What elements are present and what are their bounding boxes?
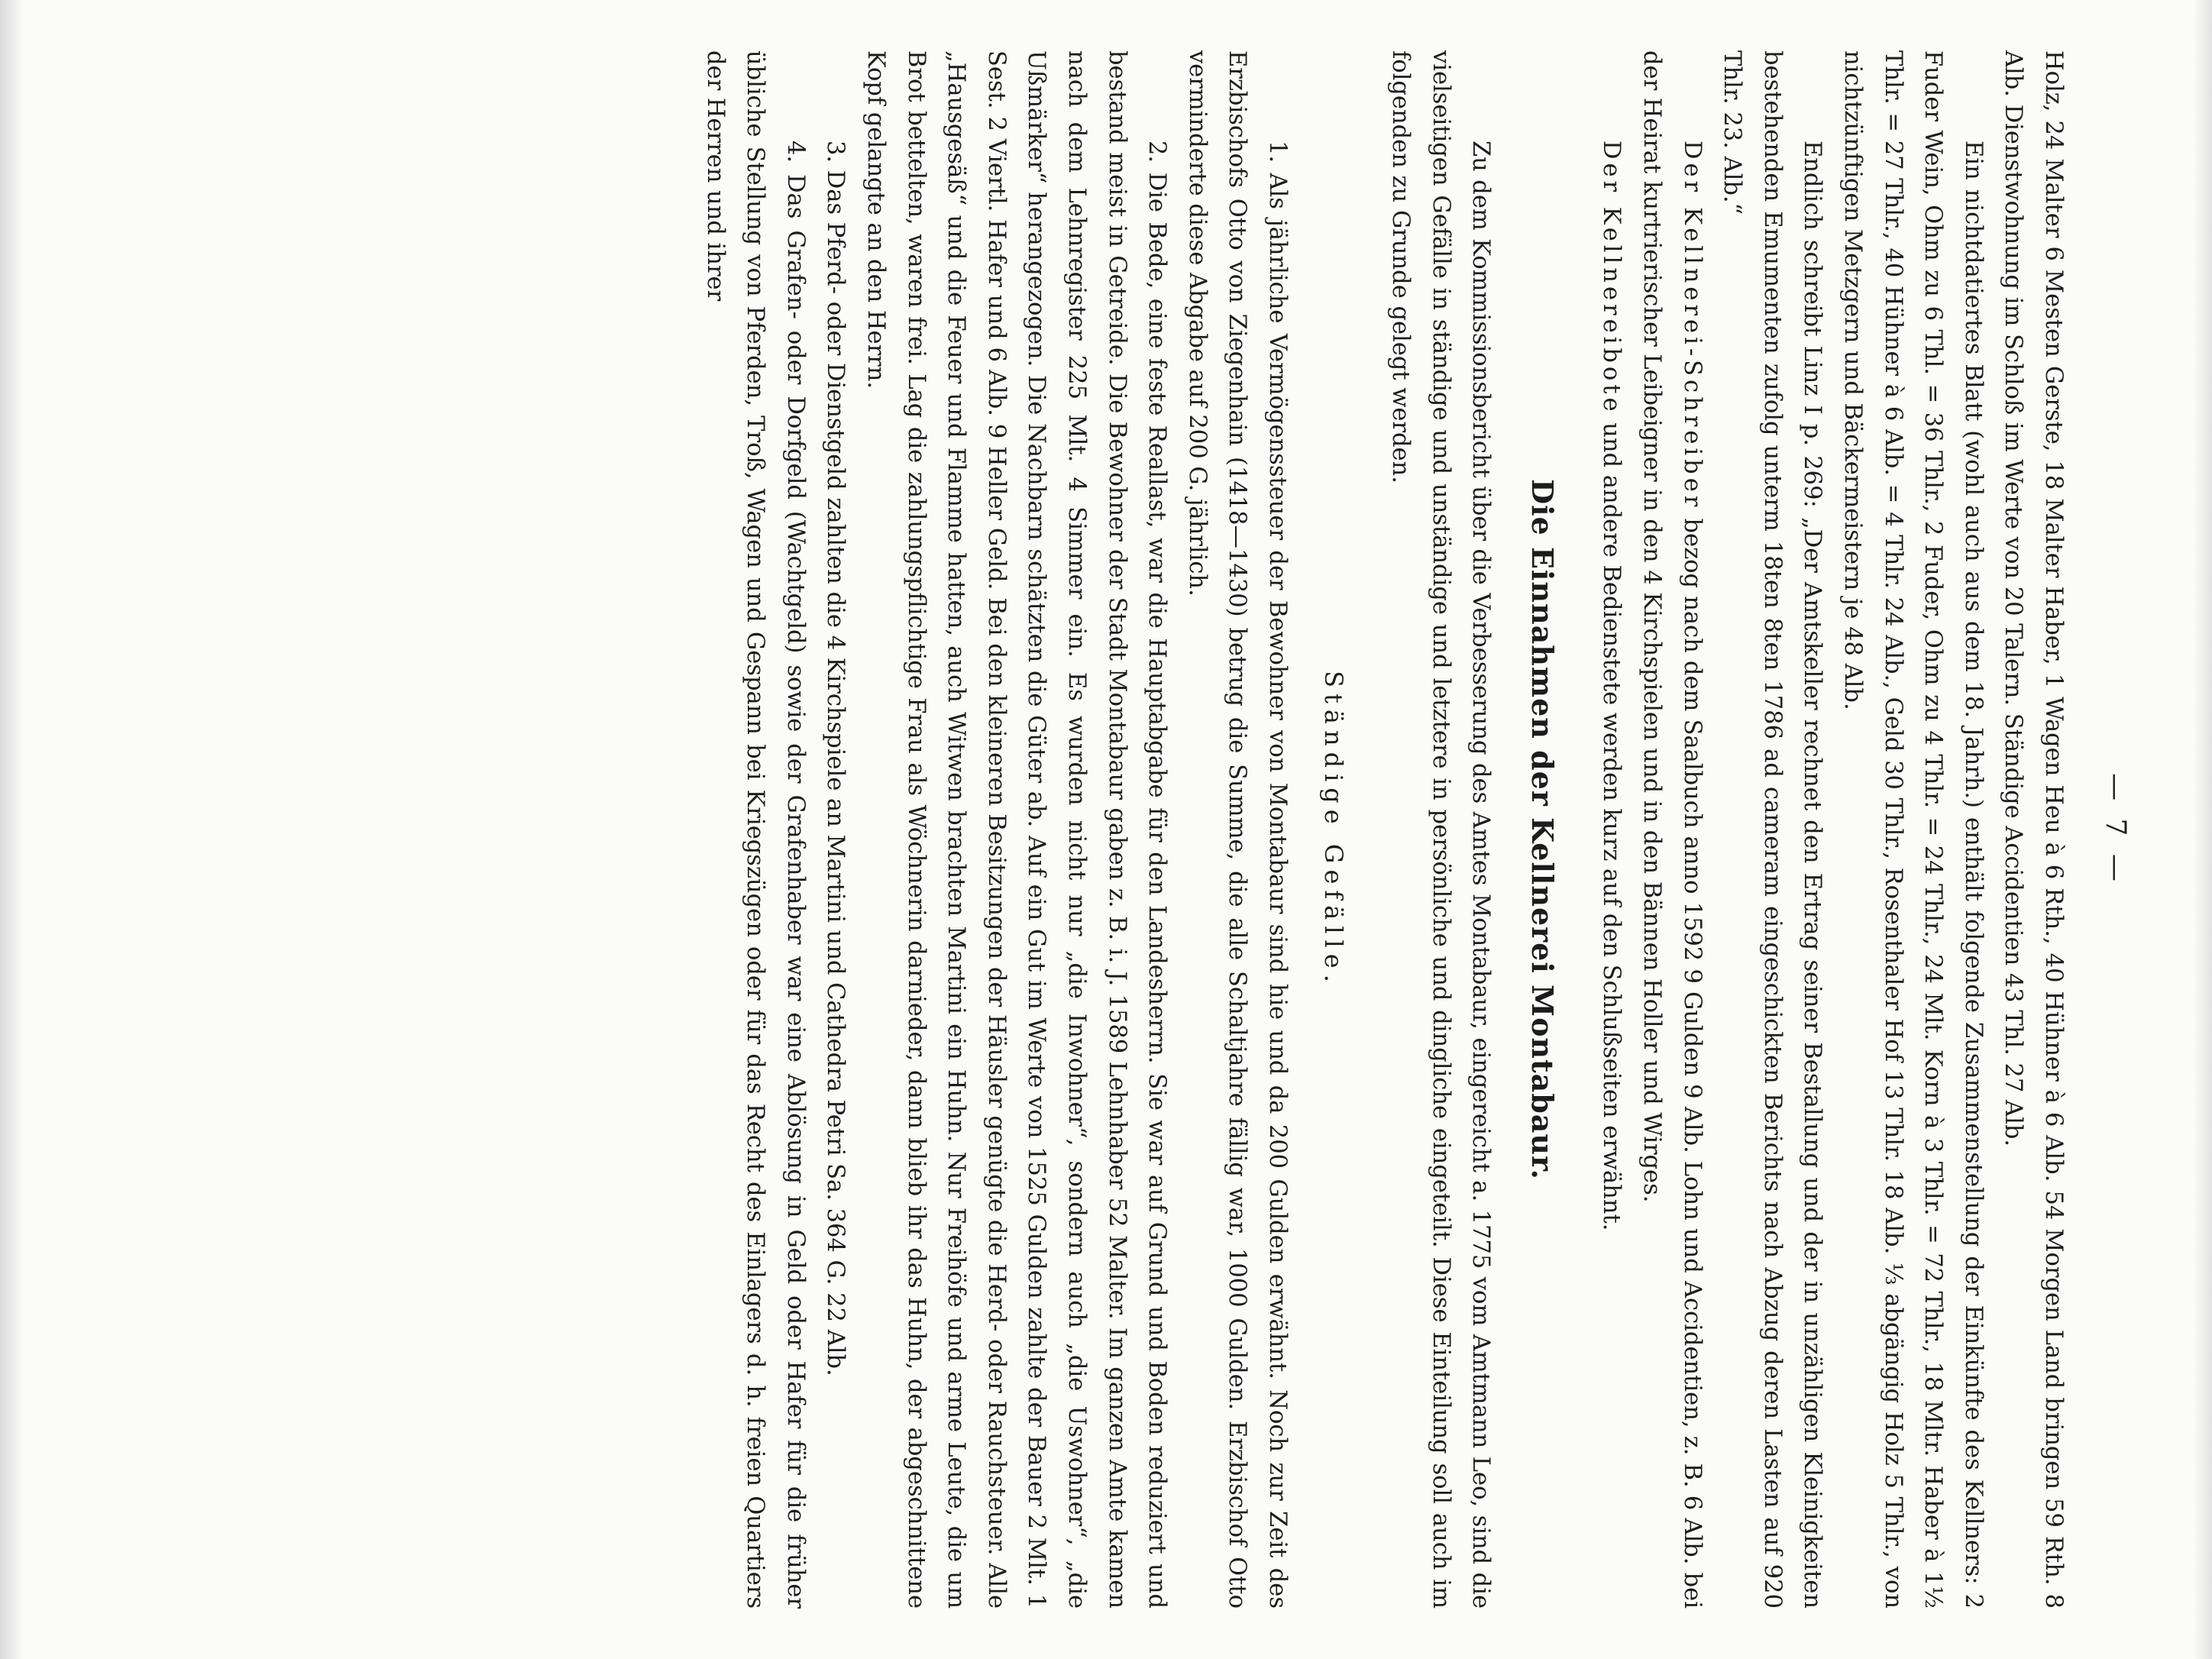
term-kellnerei-schreiber: Der Kellnerei-Schreiber [1678,141,1706,511]
document-body [694,50,2073,1609]
subsection-title: Ständige Gefälle. [1319,671,1349,988]
scan-shadow-right [2194,0,2212,1659]
paragraph-undated-sheet: Ein nichtdatiertes Blatt (wohl auch aus dem 18. Jahrh.) enthält folgende Zusammenstellung der Einkünfte des Kellners: 2 Fuder Wein, Ohm zu 6 Thl. = 36 Thlr., 2 Fuder, Ohm zu 4 Thlr. = 24 Thlr., 24 Mlt. Korn à 3 Thlr. = 72 Thlr., 18 Mltr. Haber à 1½ Thlr. = 27 Thlr., 40 Hühner à 6 Alb. = 4 Thlr. 24 Alb., Geld 30 Thlr., Rosenthaler Hof 13 Thlr. 18 Alb. ⅓ abgängig Holz 5 Thlr., von nichtzünftigen Metzgern und Bäckermeistern je 48 Alb. [1839,50,1987,1609]
scan-shadow-left [0,0,23,1659]
kellnereibote-text: und andere Bedienstete werden kurz auf den Schlußseiten erwähnt. [1598,415,1625,1231]
rotated-document-page [75,50,2137,1609]
paragraph-section-intro: Zu dem Kommissionsbericht über die Verbesserung des Amtes Montabaur, eingereicht a. 1775 vom Amtmann Leo, sind die vielseitigen Gefälle in ständige und unständige und letztere in persönliche und dingliche eingeteilt. Diese Einteilung soll auch im folgenden zu Grunde gelegt werden. [1387,50,1495,1609]
list-item-vermoegenssteuer: 1. Als jährliche Vermögenssteuer der Bewohner von Montabaur sind hie und da 200 Gulden erwähnt. Noch zur Zeit des Erzbischofs Otto von Ziegenhain (1418—1430) betrug die Summe, die alle Schaltjahre fällig war, 1000 Gulden. Erzbischof Otto verminderte diese Abgabe auf 200 G. jährlich. [1183,50,1291,1609]
page-number: — 7 — [2100,773,2131,886]
paragraph-kellnerei-schreiber [1631,50,1711,1609]
paragraph-continued: Holz, 24 Malter 6 Mesten Gerste, 18 Malter Haber, 1 Wagen Heu à 6 Rth., 40 Hühner à 6 Alb. 54 Morgen Land bringen 59 Rth. 8 Alb. Dienstwohnung im Schloß im Werte von 20 Talern. Ständige Accidentien 43 Thl. 27 Alb. [2000,50,2067,1609]
list-item-dienstgeld: 3. Das Pferd- oder Dienstgeld zahlten die 4 Kirchspiele an Martini und Cathedra Petri Sa. 364 G. 22 Alb. [822,141,849,1376]
paragraph-linz-quote: Endlich schreibt Linz I p. 269: „Der Amtskeller rechnet den Ertrag seiner Bestallung und der in unzähligen Kleinigkeiten bestehenden Emumenten zufolg unterm 18ten 8ten 1786 ad cameram eingeschickten Berichts nach Abzug deren Lasten auf 920 Thlr. 23. Alb.“ [1719,50,1826,1609]
list-item-bede: 2. Die Bede, eine feste Reallast, war die Hauptabgabe für den Landesherrn. Sie war auf Grund und Boden reduziert und bestand meist in Getreide. Die Bewohner der Stadt Montabaur gaben z. B. i. J. 1589 Lehnhaber 52 Malter. Im ganzen Amte kamen nach dem Lehnregister 225 Mlt. 4 Simmer ein. Es wurden nicht nur „die Inwohner“, sondern auch „die Uswohner“, „die Ußmärker“ herangezogen. Die Nachbarn schätzten die Güter ab. Auf ein Gut im Werte von 1525 Gulden zahlte der Bauer 2 Mlt. 1 Sest. 2 Viertl. Hafer und 6 Alb. 9 Heller Geld. Bei den kleineren Besitzungen der Häusler genügte die Herd- oder Rauchsteuer. Alle „Hausgesäß“ und die Feuer und Flamme hatten, auch Witwen brachten Martini ein Huhn. Nur Freihöfe und arme Leute, die um Brot bettelten, waren frei. Lag die zahlungspflichtige Frau als Wöchnerin darnieder, dann blieb ihr das Huhn, der abgeschnittene Kopf gelangte an den Herrn. [862,50,1171,1609]
paragraph-kellnereibote [1591,50,1632,1609]
list-item-grafengeld: 4. Das Grafen- oder Dorfgeld (Wachtgeld) sowie der Grafenhaber war eine Ablösung in Geld oder Hafer für die früher übliche Stellung von Pferden, Troß, Wagen und Gespann bei Kriegszügen oder für das Recht des Einlagers d. h. freien Quartiers der Herren und ihrer [701,50,809,1609]
kellnerei-schreiber-text: bezog nach dem Saalbuch anno 1592 9 Gulden 9 Alb. Lohn und Accidentien, z. B. 6 Alb. bei der Heirat kurtrierischer Leibeigner in den 4 Kirchspielen und in den Bännen Holler und Wirges. [1638,50,1706,1609]
section-title: Die Einnahmen der Kellnerei Montabaur. [1525,479,1560,1180]
term-kellnereibote: Der Kellnereibote [1598,141,1625,416]
